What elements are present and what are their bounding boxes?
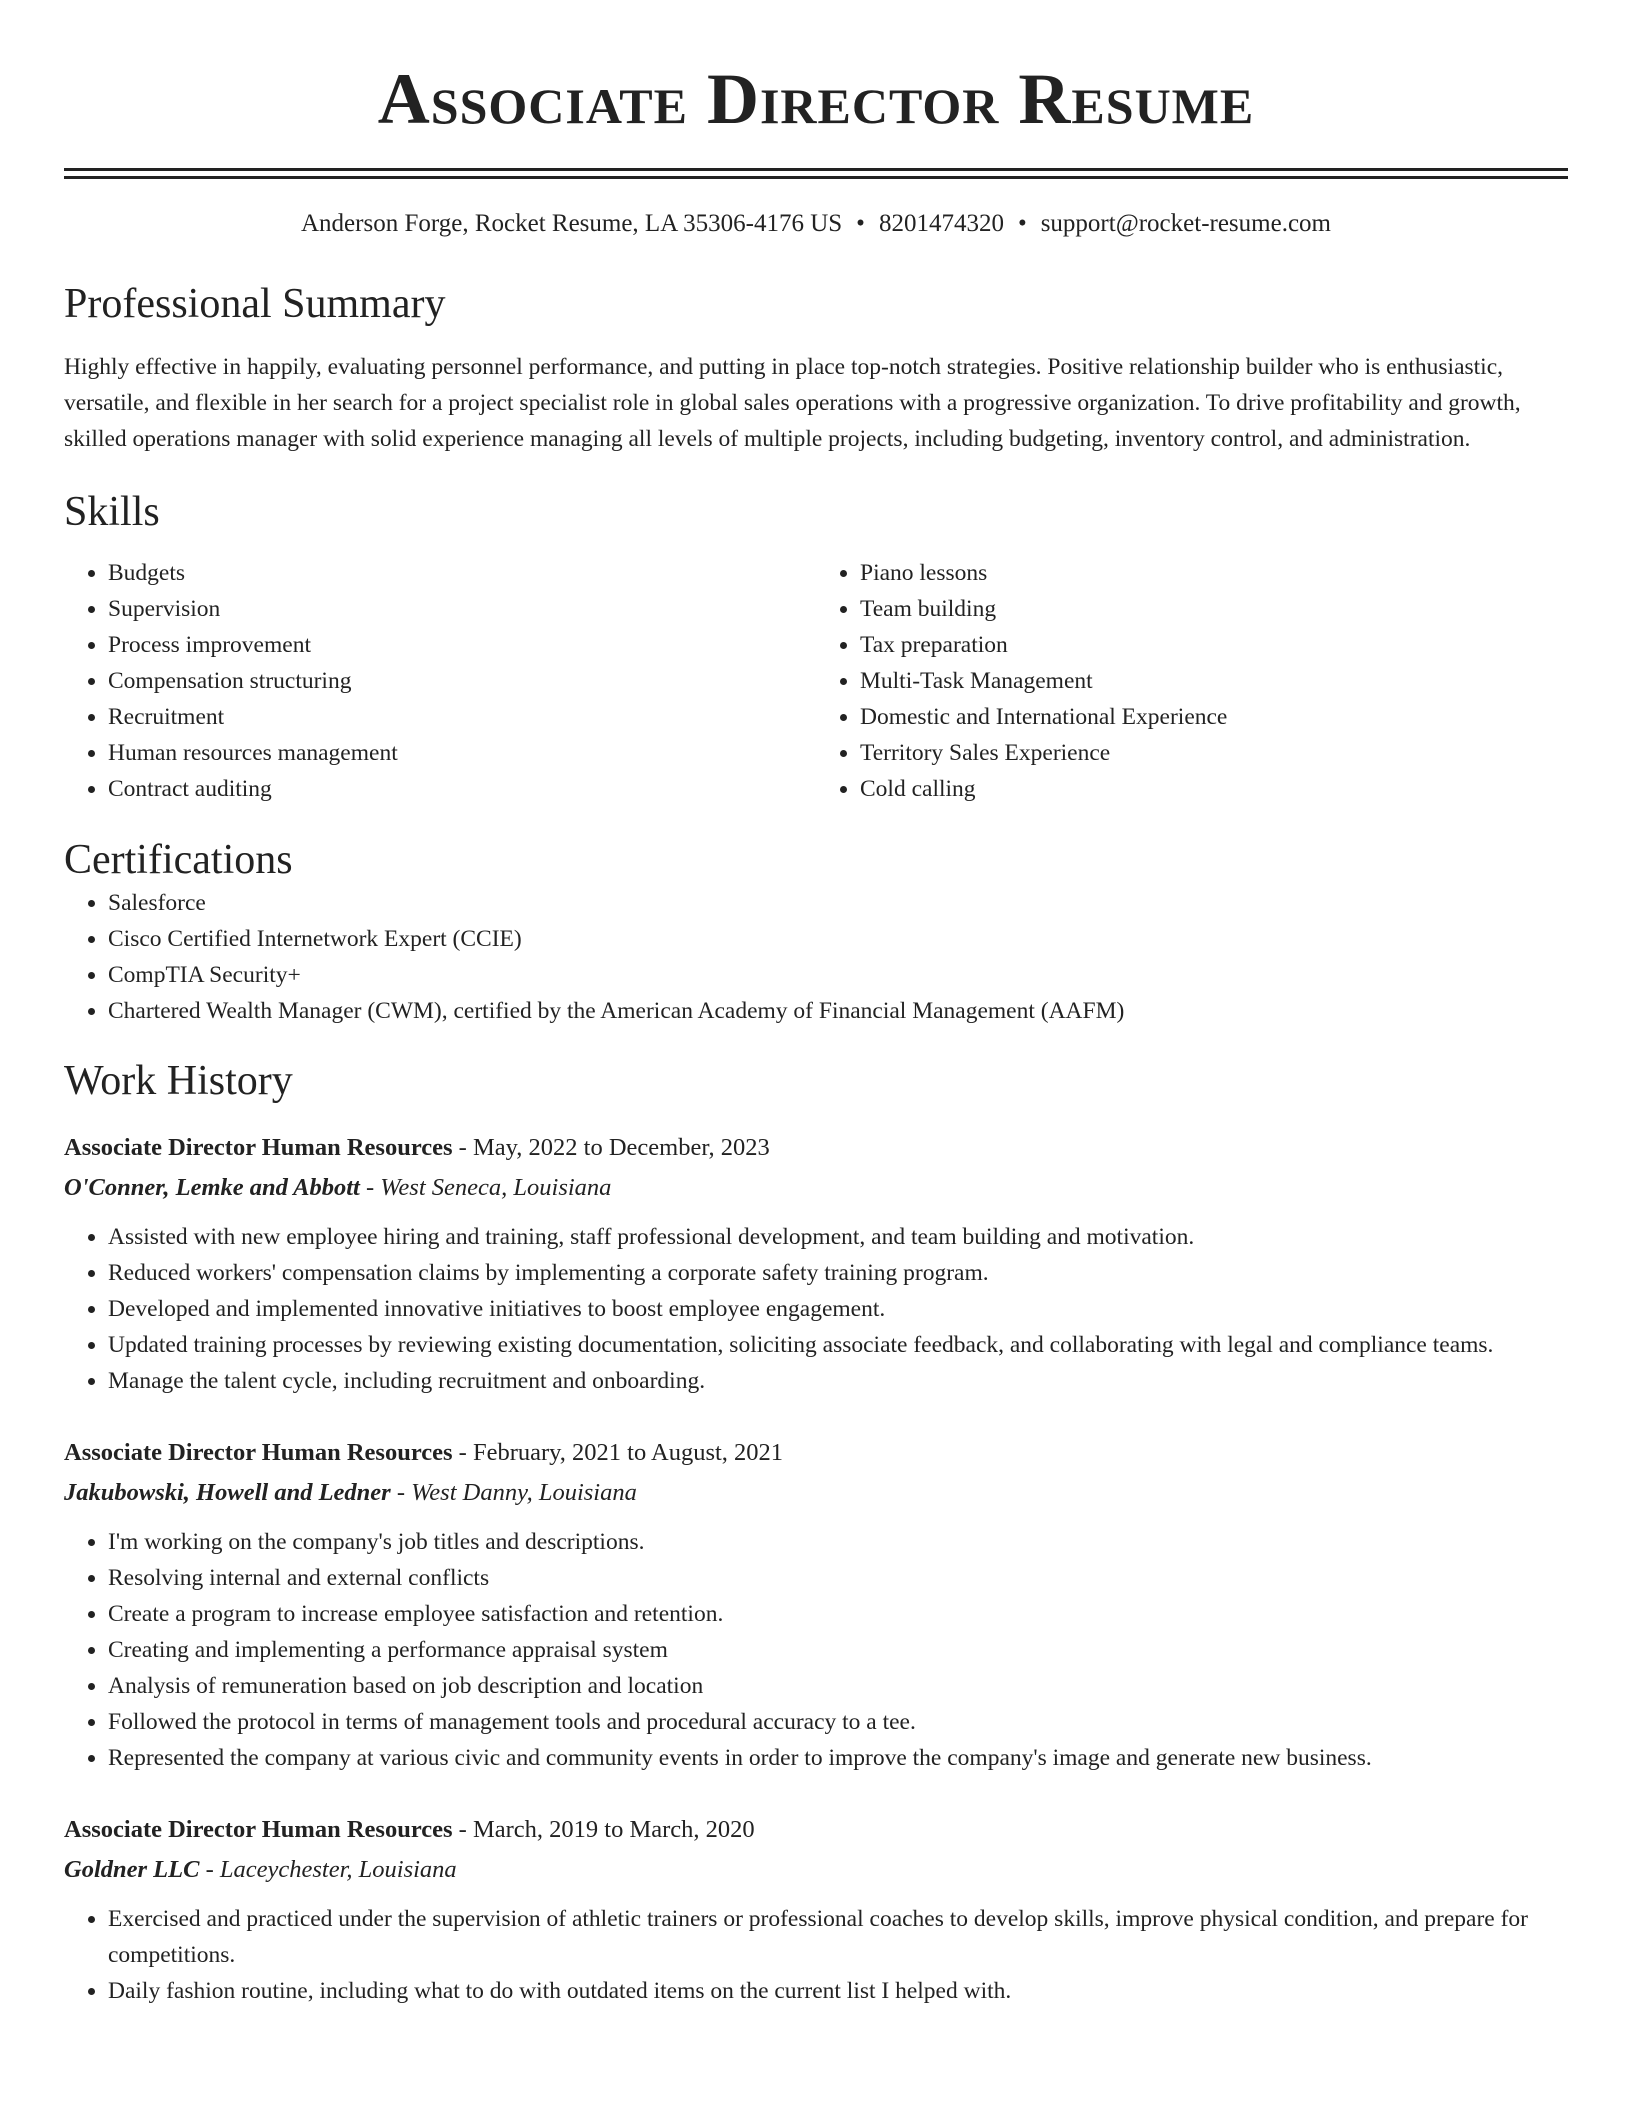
job-title-line: Associate Director Human Resources - February, 2021 to August, 2021 [64,1439,784,1466]
certifications-heading: Certifications [64,837,293,883]
summary-heading: Professional Summary [64,281,446,327]
job-duty-item: • Creating and implementing a performance appraisal system [108,1632,1568,1668]
job-dates: February, 2021 to August, 2021 [472,1439,784,1466]
skill-item: • Contract auditing [108,771,816,807]
certification-item: • Salesforce [108,885,1568,921]
skills-heading: Skills [64,489,160,535]
job-duty-item: • Create a program to increase employee satisfaction and retention. [108,1596,1568,1632]
job-duty-item: • Resolving internal and external conflicts [108,1560,1568,1596]
skill-item: • Piano lessons [860,555,1568,591]
job-company-line: Jakubowski, Howell and Ledner - West Danny, Louisiana [64,1479,637,1506]
job-company: Jakubowski, Howell and Ledner [64,1479,391,1506]
job-company: O'Conner, Lemke and Abbott [64,1174,360,1201]
page-title: Associate Director Resume [377,59,1255,139]
job-title: Associate Director Human Resources [64,1134,453,1161]
skill-item: • Team building [860,591,1568,627]
contact-separator: • [1017,210,1027,237]
job-location: West Seneca, Louisiana [380,1174,612,1201]
job-title-line: Associate Director Human Resources - March, 2019 to March, 2020 [64,1816,755,1843]
job-entry [64,1810,1568,2009]
job-location: West Danny, Louisiana [411,1479,637,1506]
job-location: Laceychester, Louisiana [219,1856,457,1883]
contact-phone: 8201474320 [878,210,1004,237]
certification-item: • CompTIA Security+ [108,957,1568,993]
contact-line [64,207,1568,241]
summary-text: Highly effective in happily, evaluating personnel performance, and putting in place top-notch strategies. Positive relationship builder who is enthusiastic, versatile, and flexible in her search for a project specialist role in global sales operations with a progressive organization. To drive profitability and growth, skilled operations manager with solid experience managing all levels of multiple projects, including budgeting, inventory control, and administration. [64,354,1521,452]
job-company: Goldner LLC [64,1856,200,1883]
skill-item: • Human resources management [108,735,816,771]
skill-item: • Process improvement [108,627,816,663]
skills-grid [64,555,1568,807]
job-title-line: Associate Director Human Resources - May, 2022 to December, 2023 [64,1134,770,1161]
job-duty-item: • Represented the company at various civic and community events in order to improve the company's image and generate new business. [108,1740,1568,1776]
job-duty-item: • Followed the protocol in terms of management tools and procedural accuracy to a tee. [108,1704,1568,1740]
job-company-line: Goldner LLC - Laceychester, Louisiana [64,1856,457,1883]
skills-list-right [816,555,1568,807]
contact-separator: • [856,210,865,237]
skill-item: • Budgets [108,555,816,591]
skill-item: • Territory Sales Experience [860,735,1568,771]
skill-item: • Tax preparation [860,627,1568,663]
job-title: Associate Director Human Resources [64,1439,453,1466]
job-duty-item: • Analysis of remuneration based on job description and location [108,1668,1568,1704]
job-duties [64,1524,1568,1776]
resume-page [64,0,1568,2009]
job-duties [64,1901,1568,2009]
skill-item: • Cold calling [860,771,1568,807]
job-duty-item: • Exercised and practiced under the supervision of athletic trainers or professional coaches to develop skills, improve physical condition, and prepare for competitions. [108,1901,1568,1973]
job-duty-item: • I'm working on the company's job titles and descriptions. [108,1524,1568,1560]
skill-item: • Domestic and International Experience [860,699,1568,735]
contact-address: Anderson Forge, Rocket Resume, LA 35306-4176 US [301,210,843,237]
job-entry [64,1433,1568,1776]
job-title: Associate Director Human Resources [64,1816,453,1843]
job-duty-item: • Manage the talent cycle, including recruitment and onboarding. [108,1363,1568,1399]
job-entry [64,1128,1568,1399]
certification-item: • Cisco Certified Internetwork Expert (CCIE) [108,921,1568,957]
skill-item: • Supervision [108,591,816,627]
certification-item: • Chartered Wealth Manager (CWM), certified by the American Academy of Financial Management (AAFM) [108,993,1568,1029]
job-dates: March, 2019 to March, 2020 [472,1816,755,1843]
job-dates: May, 2022 to December, 2023 [472,1134,770,1161]
skills-list-left [64,555,816,807]
title-divider [64,168,1568,179]
certifications-list [64,885,1568,1029]
job-duty-item: • Reduced workers' compensation claims by implementing a corporate safety training program. [108,1255,1568,1291]
skill-item: • Recruitment [108,699,816,735]
job-duty-item: • Updated training processes by reviewing existing documentation, soliciting associate feedback, and collaborating with legal and compliance teams. [108,1327,1568,1363]
job-company-line: O'Conner, Lemke and Abbott - West Seneca, Louisiana [64,1174,612,1201]
job-duties [64,1219,1568,1399]
skill-item: • Multi-Task Management [860,663,1568,699]
job-duty-item: • Assisted with new employee hiring and training, staff professional development, and team building and motivation. [108,1219,1568,1255]
skill-item: • Compensation structuring [108,663,816,699]
work-history-heading: Work History [64,1058,293,1104]
job-duty-item: • Daily fashion routine, including what to do with outdated items on the current list I helped with. [108,1973,1568,2009]
job-duty-item: • Developed and implemented innovative initiatives to boost employee engagement. [108,1291,1568,1327]
contact-email: support@rocket-resume.com [1040,210,1331,237]
